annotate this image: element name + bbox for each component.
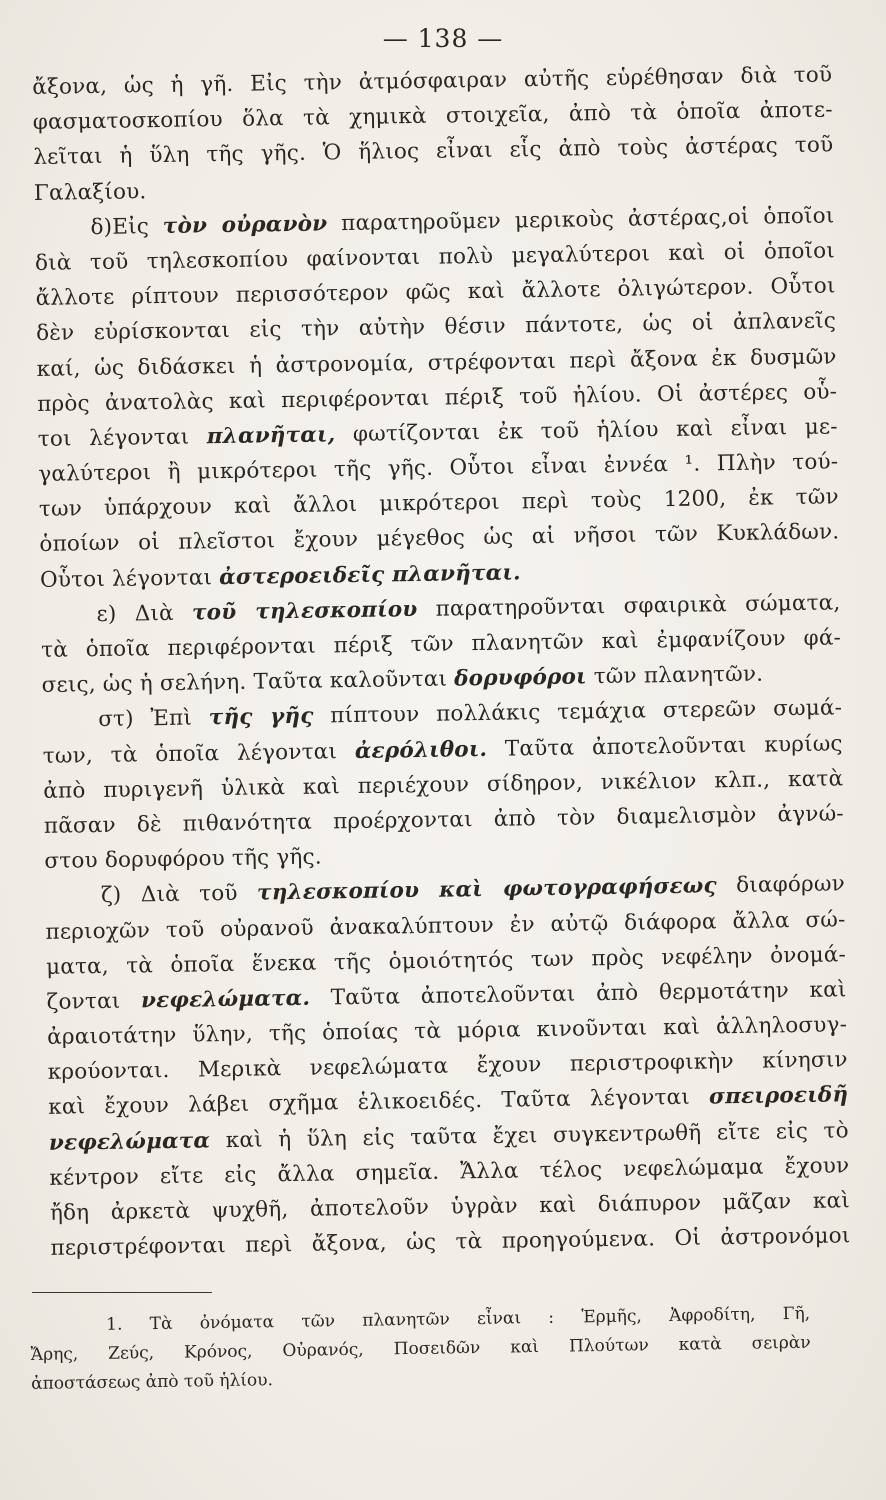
- footnote-line: Ἄρης, Ζεύς, Κρόνος, Οὐρανός, Ποσειδῶν καὶ Πλούτων κατὰ σειρὰν: [30, 1332, 811, 1365]
- text-segment: των ὑπάρχουν καὶ ἄλλοι μικρότεροι περὶ τοὺς 1200, ἐκ τῶν: [38, 484, 840, 523]
- text-segment: γαλύτεροι ἢ μικρότεροι τῆς γῆς. Οὗτοι εἶναι ἐννέα ¹. Πλὴν τού-: [38, 449, 839, 488]
- emphasized-term: νεφελώματα: [48, 1127, 211, 1156]
- text-segment: ἀπὸ πυριγενῆ ὑλικὰ καὶ περιέχουν σίδηρον, νικέλιον κλπ., κατὰ: [43, 766, 844, 804]
- text-segment: των, τὰ ὁποῖα λέγονται: [42, 738, 356, 769]
- text-segment: παρατηροῦμεν μερικοὺς ἀστέρας,οἱ ὁποῖοι: [327, 203, 835, 237]
- text-segment: ἀραιοτάτην ὕλην, τῆς ὁποίας τὰ μόρια κινοῦνται καὶ ἀλληλοσυγ-: [47, 1012, 848, 1050]
- text-segment: σεις, ὡς ἡ σελήνη. Ταῦτα καλοῦνται: [41, 666, 455, 699]
- text-segment: δ)Εἰς: [90, 213, 164, 240]
- emphasized-term: τηλεσκοπίου καὶ φωτογραφήσεως: [256, 873, 717, 906]
- text-segment: ἄξονα, ὡς ἡ γῆ. Εἰς τὴν ἀτμόσφαιραν αὐτῆς εὑρέθησαν διὰ τοῦ: [32, 62, 833, 100]
- text-segment: διὰ τοῦ τηλεσκοπίου φαίνονται πολὺ μεγαλύτεροι καὶ οἱ ὁποῖοι: [34, 238, 836, 276]
- body-text: [32, 57, 851, 1266]
- text-segment: Γαλαξίου.: [33, 178, 147, 206]
- text-segment: πίπτουν πολλάκις τεμάχια στερεῶν σωμά-: [313, 695, 843, 730]
- text-segment: φωτίζονται ἐκ τοῦ ἡλίου καὶ εἶναι με-: [335, 414, 838, 448]
- emphasized-term: τοῦ τηλεσκοπίου: [191, 596, 418, 626]
- footnote-line: ἀποστάσεως ἀπὸ τοῦ ἡλίου.: [30, 1370, 274, 1394]
- text-segment: ζ) Διὰ τοῦ: [100, 880, 258, 909]
- text-segment: ἤδη ἀρκετὰ ψυχθῆ, ἀποτελοῦν ὑγρὰν καὶ διάπυρον μᾶζαν καὶ: [49, 1188, 851, 1226]
- text-segment: περιστρέφονται περὶ ἄξονα, ὡς τὰ προηγούμενα. Οἱ ἀστρονόμοι: [50, 1223, 851, 1262]
- text-segment: λεῖται ἡ ὕλη τῆς γῆς. Ὁ ἥλιος εἶναι εἷς ἀπὸ τοὺς ἀστέρας τοῦ: [33, 132, 834, 171]
- footnote-separator: [32, 1292, 212, 1293]
- text-segment: ἄλλοτε ρίπτουν περισσότερον φῶς καὶ ἄλλοτε ὀλιγώτερον. Οὗτοι: [35, 273, 836, 312]
- text-segment: Ταῦτα ἀποτελοῦνται ἀπὸ θερμοτάτην καὶ: [309, 977, 847, 1011]
- emphasized-term: δορυφόροι: [453, 664, 587, 692]
- text-segment: δὲν εὑρίσκονται εἰς τὴν αὐτὴν θέσιν πάντοτε, ὡς οἱ ἀπλανεῖς: [35, 308, 837, 347]
- text-segment: ζονται: [46, 988, 142, 1015]
- text-segment: τῶν πλανητῶν.: [586, 661, 764, 690]
- emphasized-term: ἀστεροειδεῖς πλανῆται.: [218, 560, 521, 590]
- text-segment: πρὸς ἀνατολὰς καὶ περιφέρονται πέριξ τοῦ ἡλίου. Οἱ ἀστέρες οὗ-: [37, 379, 838, 417]
- footnote-line: 1. Τὰ ὀνόματα τῶν πλανητῶν εἶναι : Ἑρμῆς, Ἀφροδίτη, Γῆ,: [106, 1303, 811, 1335]
- page-number: — 138 —: [382, 24, 504, 53]
- text-segment: παρατηροῦνται σφαιρικὰ σώματα,: [417, 590, 841, 622]
- emphasized-term: τὸν οὐρανὸν: [162, 211, 328, 239]
- text-segment: τὰ ὁποῖα περιφέρονται πέριξ τῶν πλανητῶν καὶ ἐμφανίζουν φά-: [40, 625, 842, 663]
- text-segment: ε) Διὰ: [96, 600, 193, 627]
- footnote: [30, 1300, 811, 1399]
- text-segment: κέντρον εἴτε εἰς ἄλλα σημεῖα. Ἄλλα τέλος νεφελώμαμα ἔχουν: [49, 1153, 850, 1191]
- emphasized-term: ἀερόλιθοι.: [354, 736, 488, 764]
- emphasized-term: σπειροειδῆ: [708, 1082, 849, 1110]
- text-segment: πᾶσαν δὲ πιθανότητα προέρχονται ἀπὸ τὸν διαμελισμὸν ἀγνώ-: [43, 801, 844, 839]
- text-segment: ματα, τὰ ὁποῖα ἕνεκα τῆς ὁμοιότητός των πρὸς νεφέλην ὀνομά-: [45, 942, 847, 980]
- text-segment: Οὗτοι λέγονται: [39, 564, 220, 593]
- text-segment: κρούονται. Μερικὰ νεφελώματα ἔχουν περιστροφικὴν κίνησιν: [47, 1047, 848, 1086]
- text-segment: φασματοσκοπίου ὅλα τὰ χημικὰ στοιχεῖα, ἀπὸ τὰ ὁποῖα ἀποτε-: [32, 97, 833, 136]
- emphasized-term: τῆς γῆς: [208, 704, 314, 731]
- text-segment: στ) Ἐπὶ: [98, 705, 210, 733]
- text-segment: καί, ὡς διδάσκει ἡ ἀστρονομία, στρέφονται περὶ ἄξονα ἐκ δυσμῶν: [36, 343, 837, 382]
- emphasized-term: πλανῆται,: [206, 422, 336, 450]
- text-segment: Ταῦτα ἀποτελοῦνται κυρίως: [486, 730, 843, 762]
- text-segment: τοι λέγονται: [37, 424, 207, 452]
- text-segment: στου δορυφόρου τῆς γῆς.: [44, 844, 322, 875]
- text-segment: ὁποίων οἱ πλεῖστοι ἔχουν μέγεθος ὡς αἱ νῆσοι τῶν Κυκλάδων.: [39, 519, 840, 558]
- emphasized-term: νεφελώματα.: [140, 985, 311, 1014]
- text-segment: περιοχῶν τοῦ οὐρανοῦ ἀνακαλύπτουν ἐν αὐτῷ διάφορα ἄλλα σώ-: [45, 906, 846, 945]
- text-segment: καὶ ἡ ὕλη εἰς ταῦτα ἔχει συγκεντρωθῆ εἴτε εἰς τὸ: [209, 1117, 849, 1153]
- text-segment: διαφόρων: [716, 871, 846, 899]
- text-segment: καὶ ἔχουν λάβει σχῆμα ἑλικοειδές. Ταῦτα λέγονται: [48, 1084, 710, 1121]
